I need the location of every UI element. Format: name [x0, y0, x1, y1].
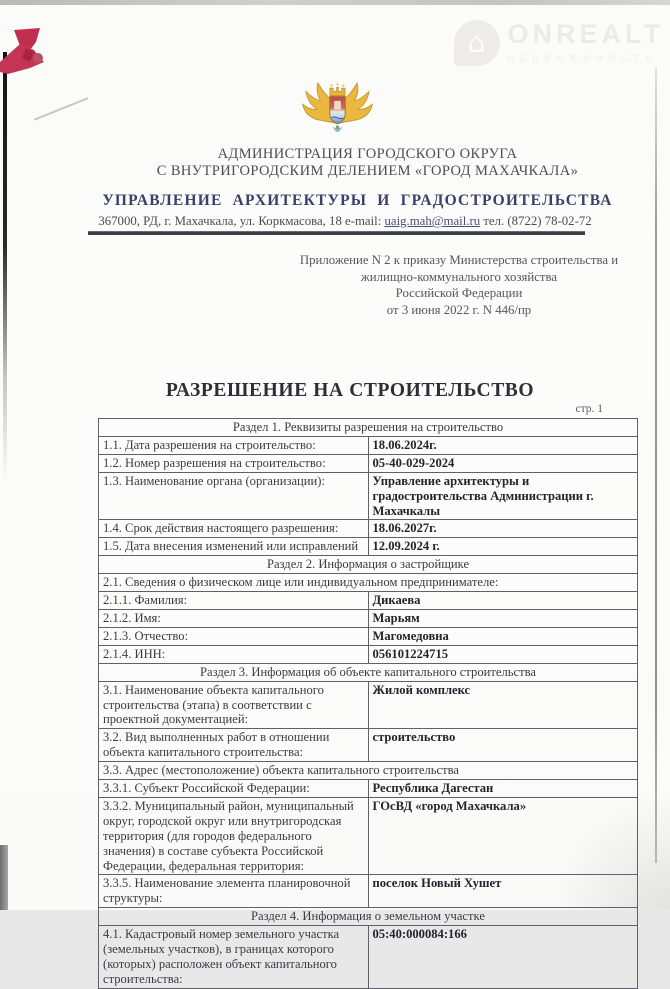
row-value: 18.06.2027г.	[368, 520, 638, 538]
scan-edge-right	[655, 68, 657, 863]
table-row	[99, 780, 638, 798]
row-value: 12.09.2024 г.	[368, 538, 638, 556]
table-row	[99, 926, 638, 989]
table-row	[99, 627, 638, 645]
row-label: 3.1. Наименование объекта капитального строительства (этапа) в соответствии с проектной документацией:	[99, 681, 369, 729]
table-row	[99, 875, 638, 908]
table-row	[99, 574, 638, 592]
section-row	[99, 663, 638, 681]
table-row	[99, 681, 638, 729]
annex-line1: Приложение N 2 к приказу Министерства строительства и	[299, 253, 619, 267]
annex-line2: жилищно-коммунального хозяйства	[360, 269, 558, 284]
onrealt-watermark	[454, 20, 665, 66]
onrealt-pin-icon	[454, 20, 500, 66]
row-label: 2.1.4. ИНН:	[99, 645, 369, 663]
row-value: поселок Новый Хушет	[368, 875, 638, 908]
row-label: 3.3.2. Муниципальный район, муниципальный округ, городской округ или внутригородская территория (для городов федерального значения) в составе субъекта Российской Федерации, федеральная территория:	[99, 797, 369, 875]
row-label: 1.3. Наименование органа (организации):	[99, 472, 369, 520]
header-divider	[88, 231, 585, 235]
row-label: 3.3.1. Субъект Российской Федерации:	[99, 780, 369, 798]
row-label: 2.1.1. Фамилия:	[99, 592, 369, 610]
row-label: 3.3.5. Наименование элемента планировочной структуры:	[99, 875, 369, 908]
row-value: Дикаева	[368, 592, 638, 610]
row-value: 18.06.2024г.	[368, 436, 638, 454]
watermark-brand: ONREALT	[507, 19, 664, 49]
section-row	[99, 556, 638, 574]
row-value: Марьям	[368, 609, 638, 627]
row-value: 056101224715	[368, 645, 638, 663]
row-label: 2.1.2. Имя:	[99, 609, 369, 627]
section-title: Раздел 2. Информация о застройщике	[99, 556, 638, 574]
section-title: Раздел 1. Реквизиты разрешения на строительство	[99, 419, 638, 437]
house-icon: ⌂	[467, 26, 486, 59]
document-title: РАЗРЕШЕНИЕ НА СТРОИТЕЛЬСТВО	[165, 380, 535, 401]
row-label: 2.1.3. Отчество:	[99, 627, 369, 645]
section-title: Раздел 3. Информация об объекте капитального строительства	[99, 663, 638, 681]
watermark-subtitle: НЕДВИЖИМОСТЬ	[507, 52, 658, 63]
annex-line4: от 3 июня 2022 г. N 446/пр	[386, 302, 532, 317]
table-row	[99, 592, 638, 610]
row-label: 1.4. Срок действия настоящего разрешения:	[99, 520, 369, 538]
row-value: Магомедовна	[368, 627, 638, 645]
row-value: строительство	[368, 729, 638, 762]
scan-edge-top	[0, 0, 670, 5]
page-number: стр. 1	[575, 403, 603, 415]
section-title: Раздел 4. Информация о земельном участке	[99, 908, 638, 926]
row-value: Республика Дагестан	[368, 780, 638, 798]
table-row	[99, 729, 638, 762]
table-row	[99, 454, 638, 472]
phone-text: тел. (8722) 78-02-72	[480, 214, 592, 228]
row-label: 3.2. Вид выполненных работ в отношении объекта капитального строительства:	[99, 729, 369, 762]
row-value: ГОсВД «город Махачкала»	[368, 797, 638, 875]
row-label: 1.5. Дата внесения изменений или исправлений	[99, 538, 369, 556]
row-label: 3.3. Адрес (местоположение) объекта капитального строительства	[99, 762, 638, 780]
row-value: Управление архитектуры и градостроительства Администрации г. Махачкалы	[368, 472, 638, 520]
row-label: 1.2. Номер разрешения на строительство:	[99, 454, 369, 472]
address-text: 367000, РД, г. Махачкала, ул. Коркмасова, 18 e-mail:	[98, 214, 385, 228]
row-value: Жилой комплекс	[368, 681, 638, 729]
row-value: 05-40-029-2024	[368, 454, 638, 472]
org-name-line1: АДМИНИСТРАЦИЯ ГОРОДСКОГО ОКРУГА	[217, 146, 518, 162]
permit-table	[98, 418, 638, 989]
annex-reference	[255, 252, 663, 318]
annex-line3: Российской Федерации	[395, 286, 523, 300]
table-row	[99, 472, 638, 520]
section-row	[99, 908, 638, 926]
section-row	[99, 419, 638, 437]
table-row	[99, 436, 638, 454]
table-row	[99, 762, 638, 780]
row-label: 1.1. Дата разрешения на строительство:	[99, 436, 369, 454]
org-name-line2: С ВНУТРИГОРОДСКИМ ДЕЛЕНИЕМ «ГОРОД МАХАЧКАЛА»	[156, 163, 579, 179]
row-value: 05:40:000084:166	[368, 926, 638, 989]
department-name: УПРАВЛЕНИЕ АРХИТЕКТУРЫ И ГРАДОСТРОИТЕЛЬСТВА	[102, 192, 613, 209]
row-label: 2.1. Сведения о физическом лице или индивидуальном предпринимателе:	[99, 574, 638, 592]
contact-line	[60, 214, 630, 229]
red-clip-artifact	[0, 28, 60, 103]
email-text: uaig.mah@mail.ru	[384, 214, 481, 228]
table-row	[99, 520, 638, 538]
table-row	[99, 797, 638, 875]
row-label: 4.1. Кадастровый номер земельного участка (земельных участков), в границах которого (которых) расположен объект капитального строительства:	[99, 926, 369, 989]
table-row	[99, 538, 638, 556]
scan-edge-left	[3, 52, 7, 482]
scan-edge-left-bottom	[0, 845, 8, 910]
table-row	[99, 609, 638, 627]
table-row	[99, 645, 638, 663]
